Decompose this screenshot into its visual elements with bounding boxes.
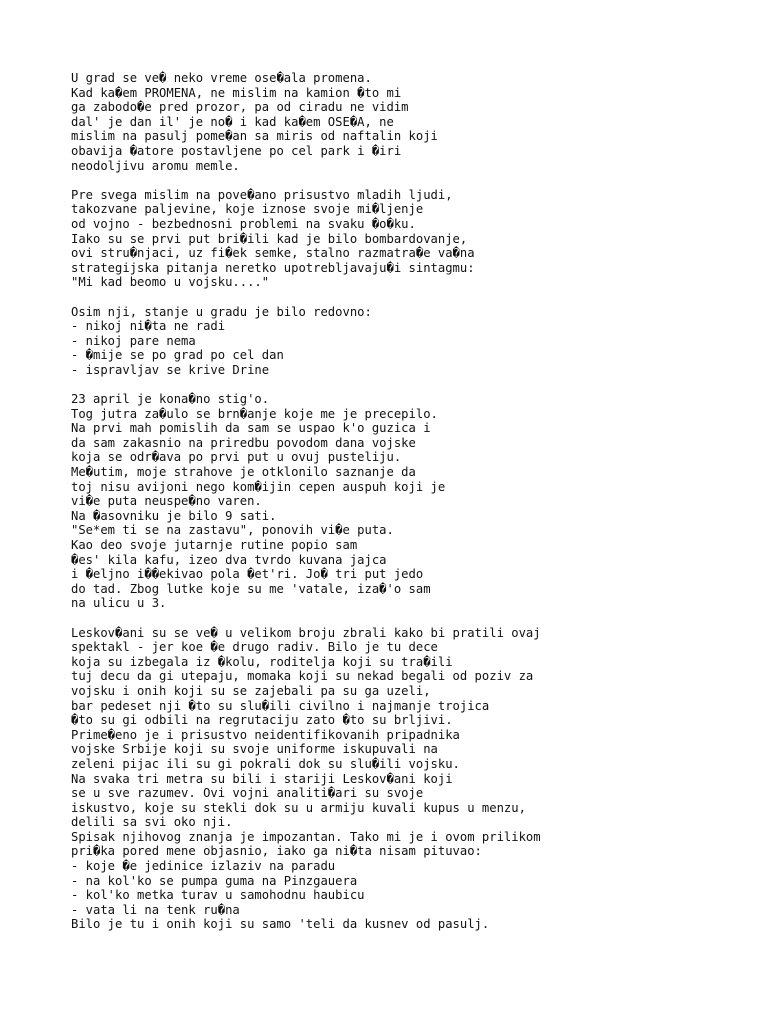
text-line: Prime�eno je i prisustvo neidentifikovanih pripadnika (71, 727, 460, 742)
text-line: �es' kila kafu, izeo dva tvrdo kuvana jajca (71, 552, 387, 567)
paragraph-5 (71, 626, 751, 932)
text-line: iskustvo, koje su stekli dok su u armiju kuvali kupus u menzu, (71, 800, 526, 815)
text-line: spektakl - jer koe �e drugo radiv. Bilo je tu dece (71, 640, 438, 655)
text-line: takozvane paljevine, koje iznose svoje mi�ljenje (71, 202, 424, 217)
text-line: Kad ka�em PROMENA, ne mislim na kamion �to mi (71, 85, 402, 100)
list-item: - nikoj pare nema (71, 333, 196, 348)
paragraph-gap (71, 173, 751, 188)
text-line: pri�ka pored mene objasnio, iako ga ni�ta nisam pituvao: (71, 844, 482, 859)
text-line: do tad. Zbog lutke koje su me 'vatale, iza�'o sam (71, 581, 431, 596)
paragraph-gap (71, 377, 751, 392)
paragraph-1 (71, 71, 751, 173)
text-line: se u sve razumev. Ovi vojni analiti�ari su svoje (71, 786, 424, 801)
text-line: i �eljno i��ekivao pola �et'ri. Jo� tri put jedo (71, 567, 424, 582)
text-line: Bilo je tu i onih koji su samo 'teli da kusnev od pasulj. (71, 917, 490, 932)
text-line: Na prvi mah pomislih da sam se uspao k'o guzica i (71, 421, 431, 436)
text-line: delili sa svi oko nji. (71, 815, 233, 830)
text-line: Kao deo svoje jutarnje rutine popio sam (71, 538, 358, 552)
text-line: Na �asovniku je bilo 9 sati. (71, 508, 277, 523)
text-line: "Se*em ti se na zastavu", ponovih vi�e puta. (71, 523, 394, 538)
text-line: bar pedeset nji �to su slu�ili civilno i najmanje trojica (71, 698, 490, 713)
text-line: neodoljivu aromu memle. (71, 158, 240, 173)
list-item: - kol'ko metka turav u samohodnu haubicu (71, 888, 365, 903)
text-line: strategijska pitanja neretko upotrebljavaju�i sintagmu: (71, 260, 475, 275)
text-line: 23 april je kona�no stig'o. (71, 392, 270, 407)
text-line: "Mi kad beomo u vojsku...." (71, 275, 270, 290)
list-item: - koje �e jedinice izlaziv na paradu (71, 859, 336, 874)
text-line: vojsku i onih koji su se zajebali pa su ga uzeli, (71, 683, 431, 698)
text-line: vi�e puta neuspe�no varen. (71, 494, 262, 509)
list-item: - ispravljav se krive Drine (71, 362, 270, 377)
text-line: toj nisu avijoni nego kom�ijin cepen auspuh koji je (71, 479, 446, 494)
text-line: tuj decu da gi utepaju, momaka koji su nekad begali od poziv za (71, 669, 534, 684)
list-item: - nikoj ni�ta ne radi (71, 319, 226, 334)
text-line: da sam zakasnio na priredbu povodom dana vojske (71, 435, 416, 450)
text-line: od vojno - bezbednosni problemi na svaku �o�ku. (71, 216, 416, 231)
paragraph-gap (71, 290, 751, 305)
text-line: Leskov�ani su se ve� u velikom broju zbrali kako bi pratili ovaj (71, 625, 541, 640)
text-line: koja su izbegala iz �kolu, roditelja koji su tra�ili (71, 654, 453, 669)
paragraph-2 (71, 188, 751, 290)
list-item: - na kol'ko se pumpa guma na Pinzgauera (71, 873, 358, 888)
text-line: obavija �atore postavljene po cel park i �iri (71, 143, 402, 158)
paragraph-gap (71, 611, 751, 626)
text-line: U grad se ve� neko vreme ose�ala promena. (71, 71, 372, 85)
text-line: Na svaka tri metra su bili i stariji Leskov�ani koji (71, 771, 453, 786)
text-line: mislim na pasulj pome�an sa miris od naftalin koji (71, 129, 438, 144)
text-line: ga zabodo�e pred prozor, pa od ciradu ne vidim (71, 100, 409, 115)
text-line: ovi stru�njaci, uz fi�ek semke, stalno razmatra�e va�na (71, 246, 475, 261)
text-line: koja se odr�ava po prvi put u ovuj pusteliju. (71, 450, 402, 465)
text-line: zeleni pijac ili su gi pokrali dok su slu�ili vojsku. (71, 756, 460, 771)
text-line: Spisak njihovog znanja je impozantan. Tako mi je i ovom prilikom (71, 829, 541, 844)
list-item: - �mije se po grad po cel dan (71, 348, 284, 363)
document-page (71, 71, 751, 932)
text-line: Tog jutra za�ulo se brn�anje koje me je precepilo. (71, 406, 438, 421)
text-line: vojske Srbije koji su svoje uniforme iskupuvali na (71, 742, 438, 757)
text-line: dal' je dan il' je no� i kad ka�em OSE�A, ne (71, 114, 394, 129)
text-line: Me�utim, moje strahove je otklonilo saznanje da (71, 465, 416, 480)
text-line: �to su gi odbili na regrutaciju zato �to su brljivi. (71, 713, 453, 728)
text-line: Osim nji, stanje u gradu je bilo redovno: (71, 304, 372, 319)
text-line: Iako su se prvi put bri�ili kad je bilo bombardovanje, (71, 231, 468, 246)
paragraph-4 (71, 392, 751, 611)
list-item: - vata li na tenk ru�na (71, 902, 240, 917)
text-line: Pre svega mislim na pove�ano prisustvo mladih ljudi, (71, 187, 453, 202)
paragraph-3 (71, 305, 751, 378)
text-line: na ulicu u 3. (71, 596, 167, 611)
